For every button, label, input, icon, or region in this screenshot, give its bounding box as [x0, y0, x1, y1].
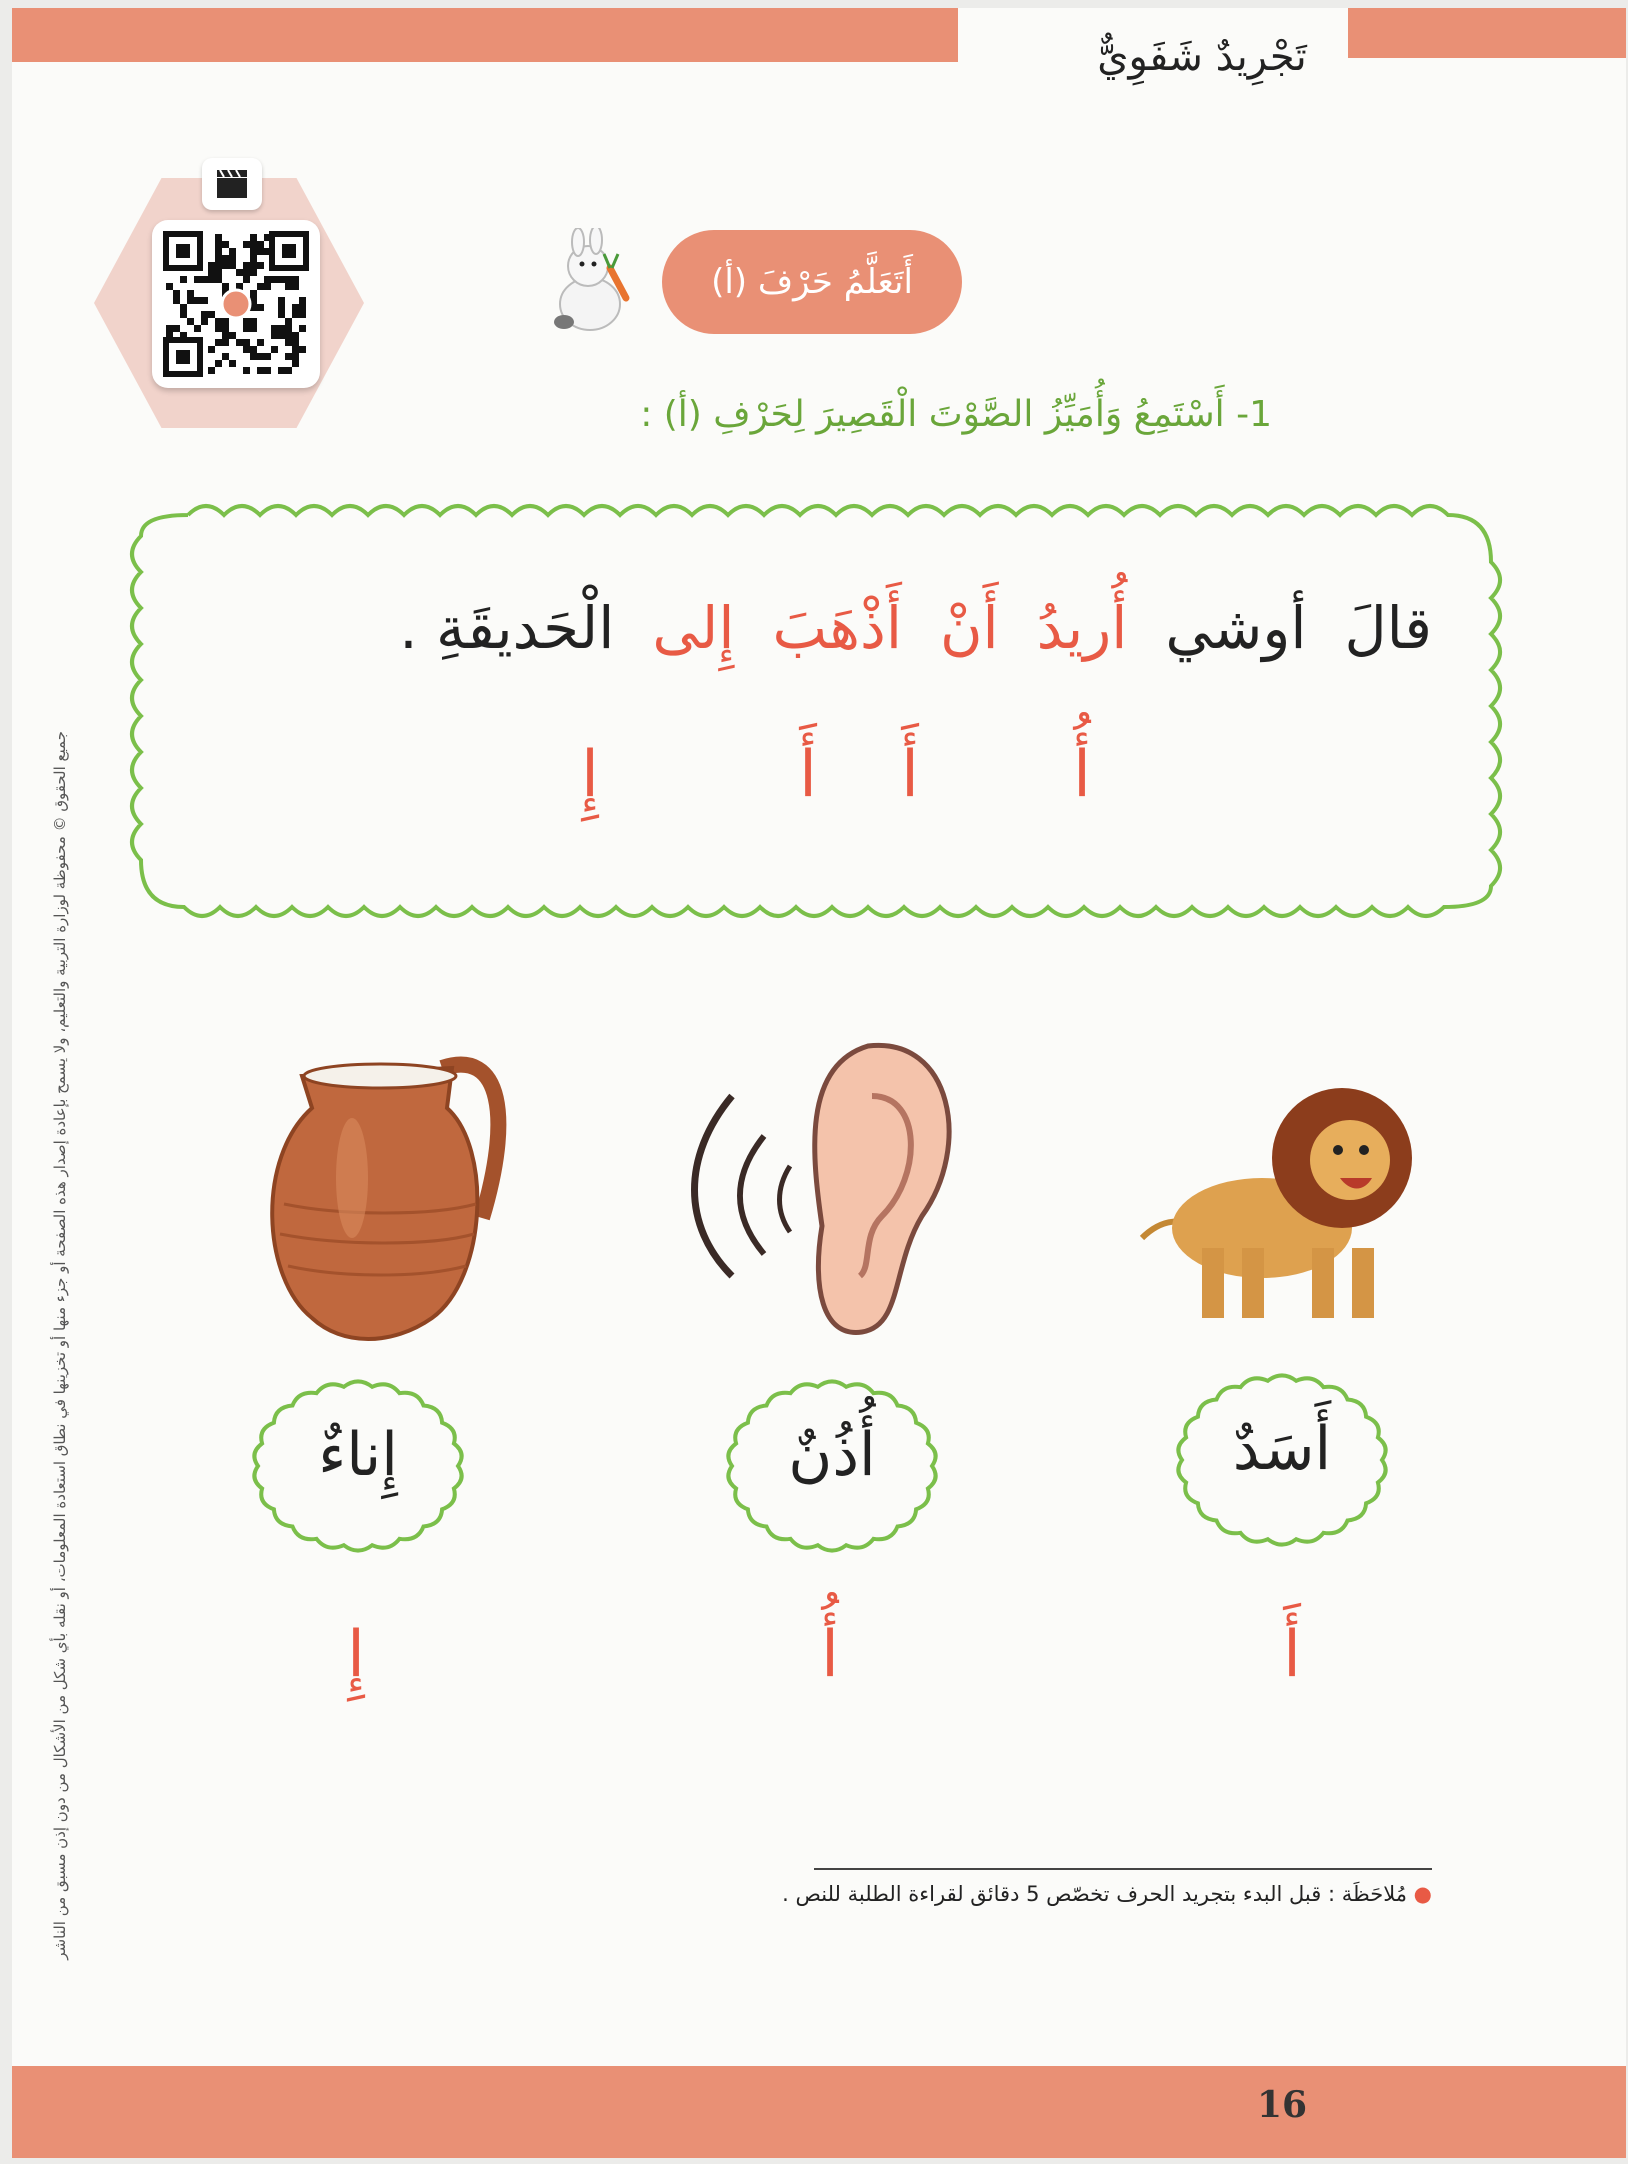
sentence-letter: إِ: [581, 738, 599, 812]
sentence-letter: أَ: [901, 738, 919, 812]
sentence-word: أوشي: [1165, 594, 1307, 662]
copyright-notice: جميع الحقوق © محفوظة لوزارة التربية والتعليم، ولا يسمح بإعادة إصدار هذه الصفحة أو جزء منها أو تخزينها في نطاق استعادة المعلومات، أو نقله بأي شكل من الأشكال من دون إذن مسبق من الناشر: [51, 731, 69, 1960]
ear-image: [672, 1026, 992, 1346]
word-letter: أَ: [1283, 1618, 1301, 1692]
rabbit-icon: [540, 228, 650, 338]
page-number: 16: [1256, 2084, 1308, 2126]
bottom-decorative-bar: [12, 2066, 1626, 2158]
sentence-word-highlighted: أُريدُ: [1036, 594, 1128, 662]
top-decorative-bar: [12, 8, 958, 62]
word-letter: إِ: [347, 1618, 365, 1692]
jug-image: [262, 1028, 512, 1348]
sentence-word-highlighted: أَذْهَبَ: [772, 594, 902, 662]
word-letter: أُ: [821, 1618, 839, 1692]
note-divider: [814, 1868, 1432, 1870]
learn-letter-pill: أَتَعَلَّمُ حَرْفَ (أ): [662, 230, 962, 334]
note-text: مُلاحَظَة : قبل البدء بتجريد الحرف تخصّص 5 دقائق لقراءة الطلبة للنص .: [782, 1882, 1407, 1906]
qr-code[interactable]: [152, 220, 320, 388]
workbook-page: [12, 8, 1626, 2158]
note-bullet-icon: ●: [1413, 1882, 1432, 1906]
sentence-letter: أُ: [1073, 738, 1091, 812]
exercise-instruction: 1- أَسْتَمِعُ وَأُمَيِّزُ الصَّوْتَ الْقَصِيرَ لِحَرْفِ (أ) :: [640, 394, 1272, 435]
lesson-type-title: تَجْرِيدٌ شَفَوِيٌّ: [1097, 34, 1307, 80]
video-clapper-icon[interactable]: [202, 158, 262, 210]
sentence-word-highlighted: إِلى: [652, 594, 735, 662]
sentence-frame: [128, 502, 1504, 920]
top-decorative-bar-right: [1348, 8, 1626, 58]
sentence-word: الْحَديقَةِ .: [399, 594, 615, 662]
sentence-word-highlighted: أَنْ: [939, 594, 999, 662]
sentence-letter: أَ: [799, 738, 817, 812]
teacher-note: [782, 1882, 1432, 1922]
word-label: أَسَدٌ: [1232, 1414, 1332, 1484]
lion-image: [1132, 1068, 1432, 1328]
sentence: [192, 594, 1452, 694]
word-label: أُذُنٌ: [788, 1420, 876, 1490]
word-label: إِناءٌ: [318, 1420, 398, 1490]
sentence-word: قالَ: [1344, 594, 1432, 662]
